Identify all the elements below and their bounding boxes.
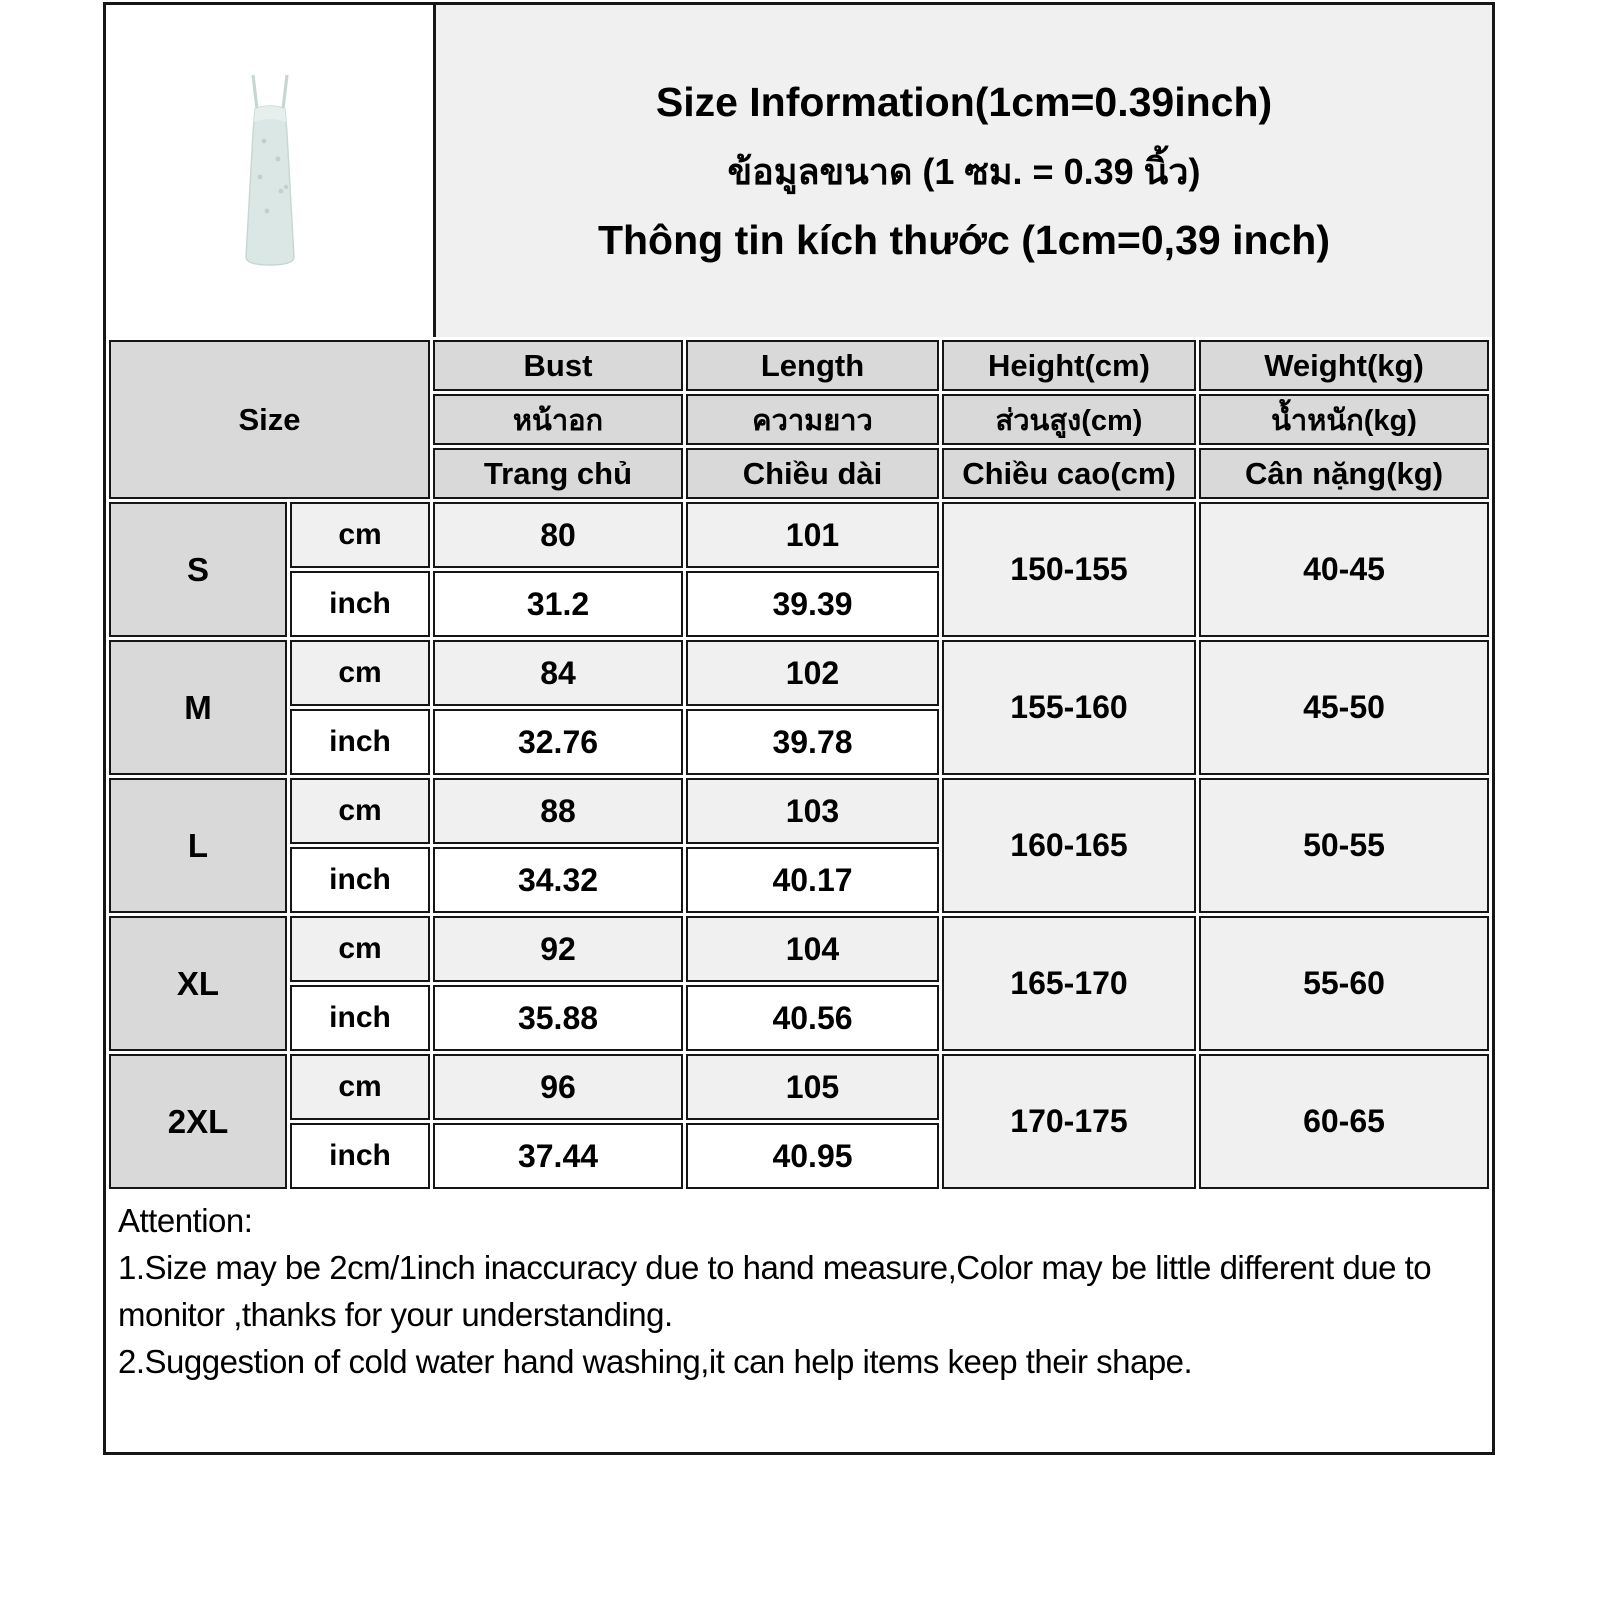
length-cm-m: 102: [686, 640, 939, 706]
title-line-vietnamese: Thông tin kích thước (1cm=0,39 inch): [597, 216, 1331, 263]
product-thumbnail-cell: [106, 5, 436, 337]
col-header-bust-th: หน้าอก: [433, 394, 683, 445]
col-header-length-th: ความยาว: [686, 394, 939, 445]
height-range-l: 160-165: [942, 778, 1196, 913]
length-cm-xl: 104: [686, 916, 939, 982]
height-range-s: 150-155: [942, 502, 1196, 637]
size-table: [106, 337, 1492, 1192]
unit-cm: cm: [290, 640, 430, 706]
length-inch-xl: 40.56: [686, 985, 939, 1051]
length-inch-l: 40.17: [686, 847, 939, 913]
row-l-cm: [109, 778, 1489, 844]
attention-notes: [106, 1192, 1492, 1452]
unit-inch: inch: [290, 709, 430, 775]
bust-cm-s: 80: [433, 502, 683, 568]
unit-inch: inch: [290, 985, 430, 1051]
top-banner: [106, 5, 1492, 337]
weight-range-m: 45-50: [1199, 640, 1489, 775]
title-line-english: Size Information(1cm=0.39inch): [655, 78, 1273, 125]
dress-icon: [224, 69, 316, 273]
col-header-weight-vi: Cân nặng(kg): [1199, 448, 1489, 499]
col-header-bust-en: Bust: [433, 340, 683, 391]
length-inch-2xl: 40.95: [686, 1123, 939, 1189]
dress-strap-right: [283, 75, 287, 109]
unit-inch: inch: [290, 571, 430, 637]
row-s-cm: [109, 502, 1489, 568]
col-header-weight-th: น้ำหนัก(kg): [1199, 394, 1489, 445]
size-header-cell: Size: [109, 340, 430, 499]
bust-inch-m: 32.76: [433, 709, 683, 775]
row-xl-cm: [109, 916, 1489, 982]
bust-inch-2xl: 37.44: [433, 1123, 683, 1189]
height-range-2xl: 170-175: [942, 1054, 1196, 1189]
col-header-height-vi: Chiều cao(cm): [942, 448, 1196, 499]
bust-cm-l: 88: [433, 778, 683, 844]
weight-range-xl: 55-60: [1199, 916, 1489, 1051]
title-line-thai: ข้อมูลขนาด (1 ซม. = 0.39 นิ้ว): [727, 150, 1201, 192]
bust-inch-s: 31.2: [433, 571, 683, 637]
size-label-m: M: [109, 640, 287, 775]
unit-inch: inch: [290, 1123, 430, 1189]
size-label-s: S: [109, 502, 287, 637]
weight-range-s: 40-45: [1199, 502, 1489, 637]
unit-cm: cm: [290, 1054, 430, 1120]
bust-cm-xl: 92: [433, 916, 683, 982]
bust-inch-l: 34.32: [433, 847, 683, 913]
weight-range-l: 50-55: [1199, 778, 1489, 913]
attention-note-2: 2.Suggestion of cold water hand washing,it can help items keep their shape.: [118, 1342, 1193, 1380]
header-row-english: [109, 340, 1489, 391]
title-block: [436, 5, 1492, 337]
bust-cm-2xl: 96: [433, 1054, 683, 1120]
row-2xl-cm: [109, 1054, 1489, 1120]
col-header-length-en: Length: [686, 340, 939, 391]
unit-inch: inch: [290, 847, 430, 913]
col-header-bust-vi: Trang chủ: [433, 448, 683, 499]
col-header-weight-en: Weight(kg): [1199, 340, 1489, 391]
length-cm-2xl: 105: [686, 1054, 939, 1120]
size-label-l: L: [109, 778, 287, 913]
size-label-xl: XL: [109, 916, 287, 1051]
attention-note-1: 1.Size may be 2cm/1inch inaccuracy due to hand measure,Color may be little different due to monitor ,thanks for your understanding.: [118, 1248, 1432, 1333]
length-cm-l: 103: [686, 778, 939, 844]
col-header-height-th: ส่วนสูง(cm): [942, 394, 1196, 445]
bust-inch-xl: 35.88: [433, 985, 683, 1051]
size-chart-sheet: [103, 2, 1495, 1455]
length-inch-s: 39.39: [686, 571, 939, 637]
unit-cm: cm: [290, 778, 430, 844]
unit-cm: cm: [290, 502, 430, 568]
dress-strap-left: [253, 75, 257, 109]
size-label-2xl: 2XL: [109, 1054, 287, 1189]
length-cm-s: 101: [686, 502, 939, 568]
height-range-m: 155-160: [942, 640, 1196, 775]
attention-heading: Attention:: [118, 1202, 253, 1239]
height-range-xl: 165-170: [942, 916, 1196, 1051]
bust-cm-m: 84: [433, 640, 683, 706]
weight-range-2xl: 60-65: [1199, 1054, 1489, 1189]
col-header-height-en: Height(cm): [942, 340, 1196, 391]
length-inch-m: 39.78: [686, 709, 939, 775]
row-m-cm: [109, 640, 1489, 706]
col-header-length-vi: Chiều dài: [686, 448, 939, 499]
unit-cm: cm: [290, 916, 430, 982]
